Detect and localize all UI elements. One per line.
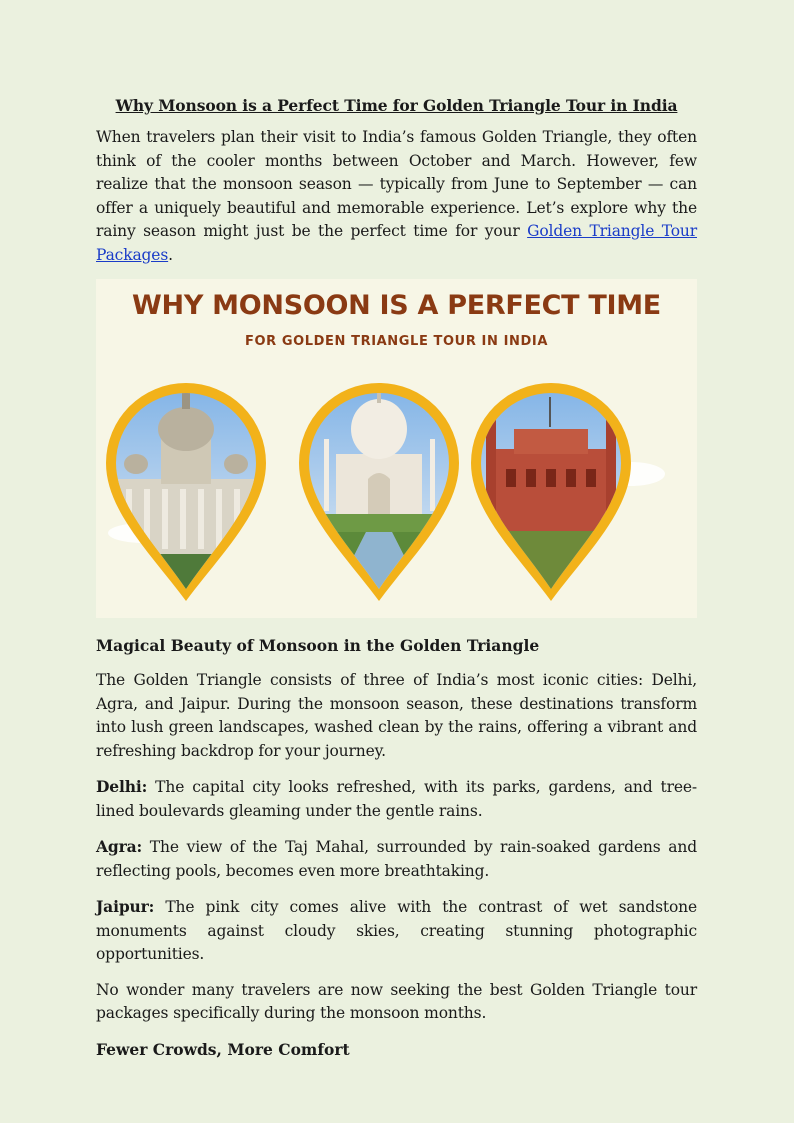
delhi-paragraph: [96, 775, 697, 823]
document-page: [96, 96, 697, 1073]
intro-after-link: .: [168, 245, 173, 264]
jaipur-paragraph: [96, 895, 697, 967]
banner-subheading: FOR GOLDEN TRIANGLE TOUR IN INDIA: [244, 334, 549, 349]
banner-illustration: [96, 279, 697, 618]
agra-label: Agra:: [96, 837, 143, 856]
jaipur-text: The pink city comes alive with the contrast of wet sandstone monuments against cloudy skies, creating stunning photographic opportunities.: [96, 898, 697, 963]
delhi-label: Delhi:: [96, 777, 148, 796]
banner-heading: WHY MONSOON IS A PERFECT TIME: [132, 290, 661, 321]
golden-triangle-packages-link[interactable]: Golden Triangle Tour Packages: [96, 222, 697, 264]
delhi-text: The capital city looks refreshed, with its parks, gardens, and tree-lined boulevards gleaming under the gentle rains.: [96, 778, 697, 820]
closing-paragraph: No wonder many travelers are now seeking the best Golden Triangle tour packages specifically during the monsoon months.: [96, 980, 697, 1022]
intro-text: When travelers plan their visit to India’s famous Golden Triangle, they often think of the cooler months between October and March. However, few realize that the monsoon season — typically from June to September — can offer a uniquely beautiful and memorable experience. Let’s explore why the rainy season might just be the perfect time for your: [96, 128, 697, 240]
agra-text: The view of the Taj Mahal, surrounded by rain-soaked gardens and reflecting pools, becomes even more breathtaking.: [96, 838, 697, 880]
red-fort-pin: [466, 379, 636, 601]
section-heading-magical-beauty: Magical Beauty of Monsoon in the Golden Triangle: [96, 636, 540, 655]
section-heading-fewer-crowds: Fewer Crowds, More Comfort: [96, 1039, 350, 1059]
agra-paragraph: [96, 835, 697, 883]
taj-mahal-pin: [296, 379, 466, 601]
jaipur-label: Jaipur:: [96, 897, 155, 916]
vidhana-soudha-pin: [96, 379, 296, 601]
intro-paragraph: [96, 126, 697, 267]
banner-image: [96, 279, 697, 618]
page-title: Why Monsoon is a Perfect Time for Golden Triangle Tour in India: [115, 96, 678, 115]
section1-intro-paragraph: The Golden Triangle consists of three of India’s most iconic cities: Delhi, Agra, and Jaipur. During the monsoon season, these destinations transform into lush green landscapes, washed clean by the rains, offering a vibrant and refreshing backdrop for your journey.: [96, 671, 697, 760]
